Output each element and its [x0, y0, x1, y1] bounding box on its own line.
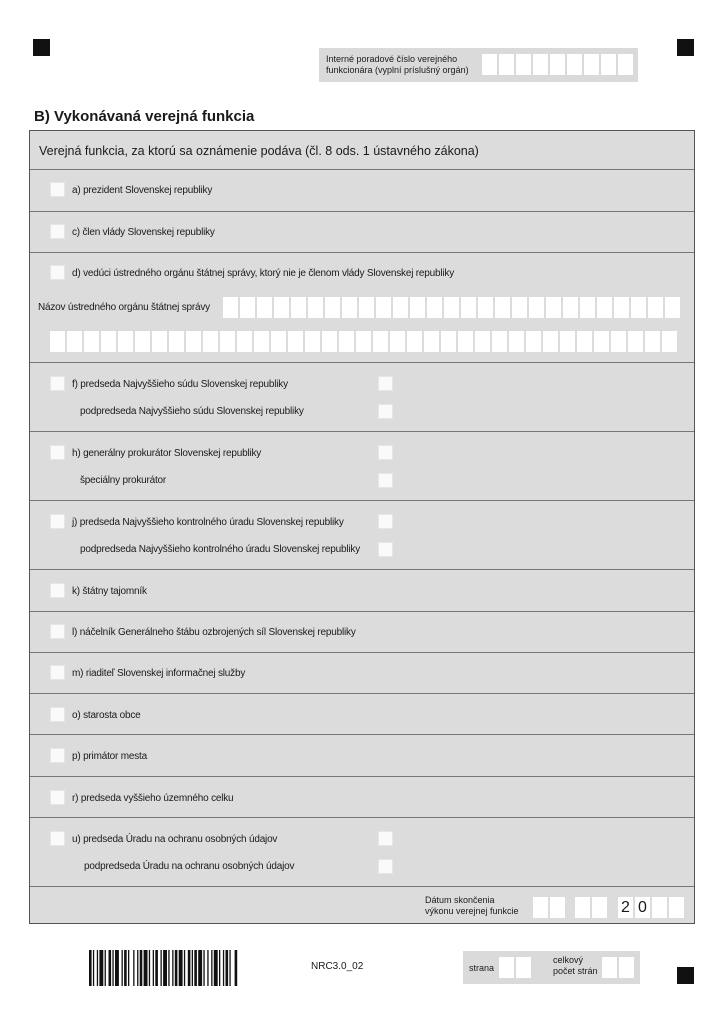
checkbox-h-special-prosecutor[interactable] [378, 473, 393, 488]
page-number-field[interactable] [499, 957, 531, 978]
barcode-bar [109, 950, 112, 986]
item-k-label: k) štátny tajomník [72, 586, 147, 597]
barcode-bar [229, 950, 230, 986]
barcode-bar [211, 950, 212, 986]
digit-cell[interactable] [550, 897, 565, 918]
divider [30, 693, 694, 694]
barcode-bar [168, 950, 169, 986]
checkbox-m[interactable] [50, 665, 65, 680]
ministry-name-label: Názov ústredného orgánu štátnej správy [38, 302, 210, 313]
digit-cell[interactable] [499, 54, 514, 75]
item-h-label: h) generálny prokurátor Slovenskej republiky [72, 448, 262, 459]
digit-cell[interactable] [567, 54, 582, 75]
barcode-bar [219, 950, 220, 986]
section-title: B) Vykonávaná verejná funkcia [34, 108, 255, 125]
checkbox-u-chair[interactable] [378, 831, 393, 846]
divider [30, 169, 694, 170]
char-cell[interactable] [291, 297, 306, 318]
char-cell[interactable] [203, 331, 218, 352]
item-h-sub-label: špeciálny prokurátor [80, 475, 167, 486]
internal-number-box [319, 48, 638, 82]
char-cell[interactable] [478, 297, 493, 318]
ministry-name-field-line-2[interactable] [50, 331, 677, 352]
checkbox-a[interactable] [50, 182, 65, 197]
barcode-bar [149, 950, 150, 986]
char-cell[interactable] [631, 297, 646, 318]
char-cell[interactable] [526, 331, 541, 352]
char-cell[interactable] [186, 331, 201, 352]
digit-cell[interactable] [652, 897, 667, 918]
digit-cell[interactable] [575, 897, 590, 918]
barcode-bar [112, 950, 113, 986]
barcode-bar [223, 950, 224, 986]
char-cell[interactable] [444, 297, 459, 318]
barcode-bar [144, 950, 148, 986]
barcode-bar [184, 950, 185, 986]
barcode-bar [89, 950, 92, 986]
char-cell[interactable] [441, 331, 456, 352]
digit-cell[interactable] [669, 897, 684, 918]
char-cell[interactable] [645, 331, 660, 352]
char-cell[interactable] [580, 297, 595, 318]
char-cell[interactable] [169, 331, 184, 352]
char-cell[interactable] [223, 297, 238, 318]
barcode-bar [97, 950, 98, 986]
barcode-bar [128, 950, 129, 986]
checkbox-j[interactable] [50, 514, 65, 529]
char-cell[interactable] [342, 297, 357, 318]
char-cell[interactable] [427, 297, 442, 318]
char-cell[interactable] [662, 331, 677, 352]
char-cell[interactable] [628, 331, 643, 352]
form-heading: Verejná funkcia, za ktorú sa oznámenie podáva (čl. 8 ods. 1 ústavného zákona) [39, 144, 479, 158]
item-u-sub-label: podpredseda Úradu na ochranu osobných údajov [84, 861, 295, 872]
item-j-label: j) predseda Najvyššieho kontrolného úradu Slovenskej republiky [72, 517, 344, 528]
checkbox-d[interactable] [50, 265, 65, 280]
char-cell[interactable] [461, 297, 476, 318]
digit-cell[interactable] [533, 54, 548, 75]
digit-cell[interactable] [601, 54, 616, 75]
checkbox-u-vice-chair[interactable] [378, 859, 393, 874]
item-f-sub-label: podpredseda Najvyššieho súdu Slovenskej republiky [80, 406, 304, 417]
barcode-bar [93, 950, 94, 986]
char-cell[interactable] [271, 331, 286, 352]
item-l-label: l) náčelník Generálneho štábu ozbrojených síl Slovenskej republiky [72, 627, 356, 638]
char-cell[interactable] [614, 297, 629, 318]
char-cell[interactable] [220, 331, 235, 352]
barcode-bar [161, 950, 162, 986]
divider [30, 886, 694, 887]
barcode-bar [153, 950, 154, 986]
checkbox-r[interactable] [50, 790, 65, 805]
barcode-bar [192, 950, 193, 986]
char-cell[interactable] [424, 331, 439, 352]
item-d-label: d) vedúci ústredného orgánu štátnej správy, ktorý nie je členom vlády Slovenskej republiky [72, 268, 455, 279]
barcode-image [89, 950, 289, 986]
checkbox-h[interactable] [50, 445, 65, 460]
divider [30, 500, 694, 501]
barcode-bar [207, 950, 208, 986]
char-cell[interactable] [152, 331, 167, 352]
char-cell[interactable] [305, 331, 320, 352]
barcode-bar [198, 950, 202, 986]
char-cell[interactable] [274, 297, 289, 318]
form-code: NRC3.0_02 [311, 961, 364, 972]
total-pages-label: celkový počet strán [553, 955, 598, 976]
char-cell[interactable] [594, 331, 609, 352]
char-cell[interactable] [288, 331, 303, 352]
barcode-bar [235, 950, 238, 986]
char-cell[interactable] [325, 297, 340, 318]
char-cell[interactable] [529, 297, 544, 318]
item-j-sub-label: podpredseda Najvyššieho kontrolného úradu Slovenskej republiky [80, 544, 361, 555]
checkbox-j-chair[interactable] [378, 514, 393, 529]
barcode-bar [188, 950, 191, 986]
char-cell[interactable] [257, 297, 272, 318]
char-cell[interactable] [546, 297, 561, 318]
digit-cell[interactable] [516, 957, 531, 978]
char-cell[interactable] [240, 297, 255, 318]
checkbox-f[interactable] [50, 376, 65, 391]
barcode-bar [140, 950, 143, 986]
barcode-bar [137, 950, 138, 986]
char-cell[interactable] [597, 297, 612, 318]
char-cell[interactable] [543, 331, 558, 352]
page-label: strana [469, 963, 495, 973]
barcode-bar [163, 950, 167, 986]
char-cell[interactable] [560, 331, 575, 352]
char-cell[interactable] [356, 331, 371, 352]
char-cell[interactable] [665, 297, 680, 318]
ministry-name-field-line-1[interactable] [223, 297, 680, 318]
item-f-label: f) predseda Najvyššieho súdu Slovenskej republiky [72, 379, 288, 390]
char-cell[interactable] [101, 331, 116, 352]
barcode-bar [214, 950, 218, 986]
digit-cell[interactable] [592, 897, 607, 918]
end-date-year-field[interactable] [618, 897, 684, 918]
digit-cell[interactable] [618, 54, 633, 75]
char-cell[interactable] [322, 331, 337, 352]
digit-cell[interactable] [482, 54, 497, 75]
digit-cell[interactable] [602, 957, 617, 978]
barcode-bar [124, 950, 127, 986]
checkbox-h-general-prosecutor[interactable] [378, 445, 393, 460]
char-cell[interactable] [407, 331, 422, 352]
char-cell[interactable] [648, 297, 663, 318]
item-o-label: o) starosta obce [72, 710, 141, 721]
barcode-bar [99, 950, 103, 986]
checkbox-u[interactable] [50, 831, 65, 846]
char-cell[interactable] [135, 331, 150, 352]
char-cell[interactable] [390, 331, 405, 352]
year-digit-cell: 2 [618, 897, 633, 918]
char-cell[interactable] [410, 297, 425, 318]
divider [30, 611, 694, 612]
checkbox-l[interactable] [50, 624, 65, 639]
barcode-bar [179, 950, 183, 986]
divider [30, 569, 694, 570]
barcode-bar [175, 950, 178, 986]
barcode-bar [226, 950, 229, 986]
char-cell[interactable] [458, 331, 473, 352]
char-cell[interactable] [237, 331, 252, 352]
barcode-bar [133, 950, 134, 986]
barcode-bar [122, 950, 123, 986]
checkbox-p[interactable] [50, 748, 65, 763]
barcode-bar [172, 950, 173, 986]
barcode-bar [105, 950, 106, 986]
char-cell[interactable] [376, 297, 391, 318]
checkbox-j-vice-chair[interactable] [378, 542, 393, 557]
item-p-label: p) primátor mesta [72, 751, 147, 762]
page-number-box [463, 951, 640, 984]
char-cell[interactable] [475, 331, 490, 352]
digit-cell[interactable] [499, 957, 514, 978]
divider [30, 252, 694, 253]
char-cell[interactable] [50, 331, 65, 352]
char-cell[interactable] [254, 331, 269, 352]
barcode-bar [155, 950, 158, 986]
char-cell[interactable] [308, 297, 323, 318]
digit-cell[interactable] [584, 54, 599, 75]
item-r-label: r) predseda vyššieho územného celku [72, 793, 234, 804]
internal-number-field[interactable] [482, 54, 633, 75]
item-a-label: a) prezident Slovenskej republiky [72, 185, 213, 196]
barcode-bar [194, 950, 197, 986]
public-function-form [29, 130, 695, 924]
divider [30, 652, 694, 653]
internal-number-label: Interné poradové číslo verejného funkcionára (vyplní príslušný orgán) [326, 54, 469, 75]
registration-mark-bottom-right [677, 967, 694, 984]
year-digit-cell: 0 [635, 897, 650, 918]
char-cell[interactable] [67, 331, 82, 352]
checkbox-o[interactable] [50, 707, 65, 722]
char-cell[interactable] [577, 331, 592, 352]
divider [30, 211, 694, 212]
checkbox-k[interactable] [50, 583, 65, 598]
registration-mark-top-right [677, 39, 694, 56]
checkbox-f-vice-chair[interactable] [378, 404, 393, 419]
char-cell[interactable] [393, 297, 408, 318]
char-cell[interactable] [512, 297, 527, 318]
barcode-bar [203, 950, 204, 986]
barcode-bar [115, 950, 119, 986]
char-cell[interactable] [118, 331, 133, 352]
char-cell[interactable] [492, 331, 507, 352]
item-m-label: m) riaditeľ Slovenskej informačnej služby [72, 668, 246, 679]
char-cell[interactable] [373, 331, 388, 352]
char-cell[interactable] [84, 331, 99, 352]
char-cell[interactable] [339, 331, 354, 352]
digit-cell[interactable] [619, 957, 634, 978]
end-date-month-field[interactable] [575, 897, 607, 918]
checkbox-f-chair[interactable] [378, 376, 393, 391]
digit-cell[interactable] [533, 897, 548, 918]
char-cell[interactable] [563, 297, 578, 318]
item-u-label: u) predseda Úradu na ochranu osobných údajov [72, 834, 278, 845]
end-date-label: Dátum skončenia výkonu verejnej funkcie [425, 895, 519, 916]
item-c-label: c) člen vlády Slovenskej republiky [72, 227, 215, 238]
char-cell[interactable] [509, 331, 524, 352]
divider [30, 734, 694, 735]
char-cell[interactable] [611, 331, 626, 352]
digit-cell[interactable] [550, 54, 565, 75]
checkbox-c[interactable] [50, 224, 65, 239]
divider [30, 362, 694, 363]
divider [30, 776, 694, 777]
char-cell[interactable] [495, 297, 510, 318]
char-cell[interactable] [359, 297, 374, 318]
end-date-day-field[interactable] [533, 897, 565, 918]
divider [30, 431, 694, 432]
total-pages-field[interactable] [602, 957, 634, 978]
divider [30, 817, 694, 818]
digit-cell[interactable] [516, 54, 531, 75]
registration-mark-top-left [33, 39, 50, 56]
